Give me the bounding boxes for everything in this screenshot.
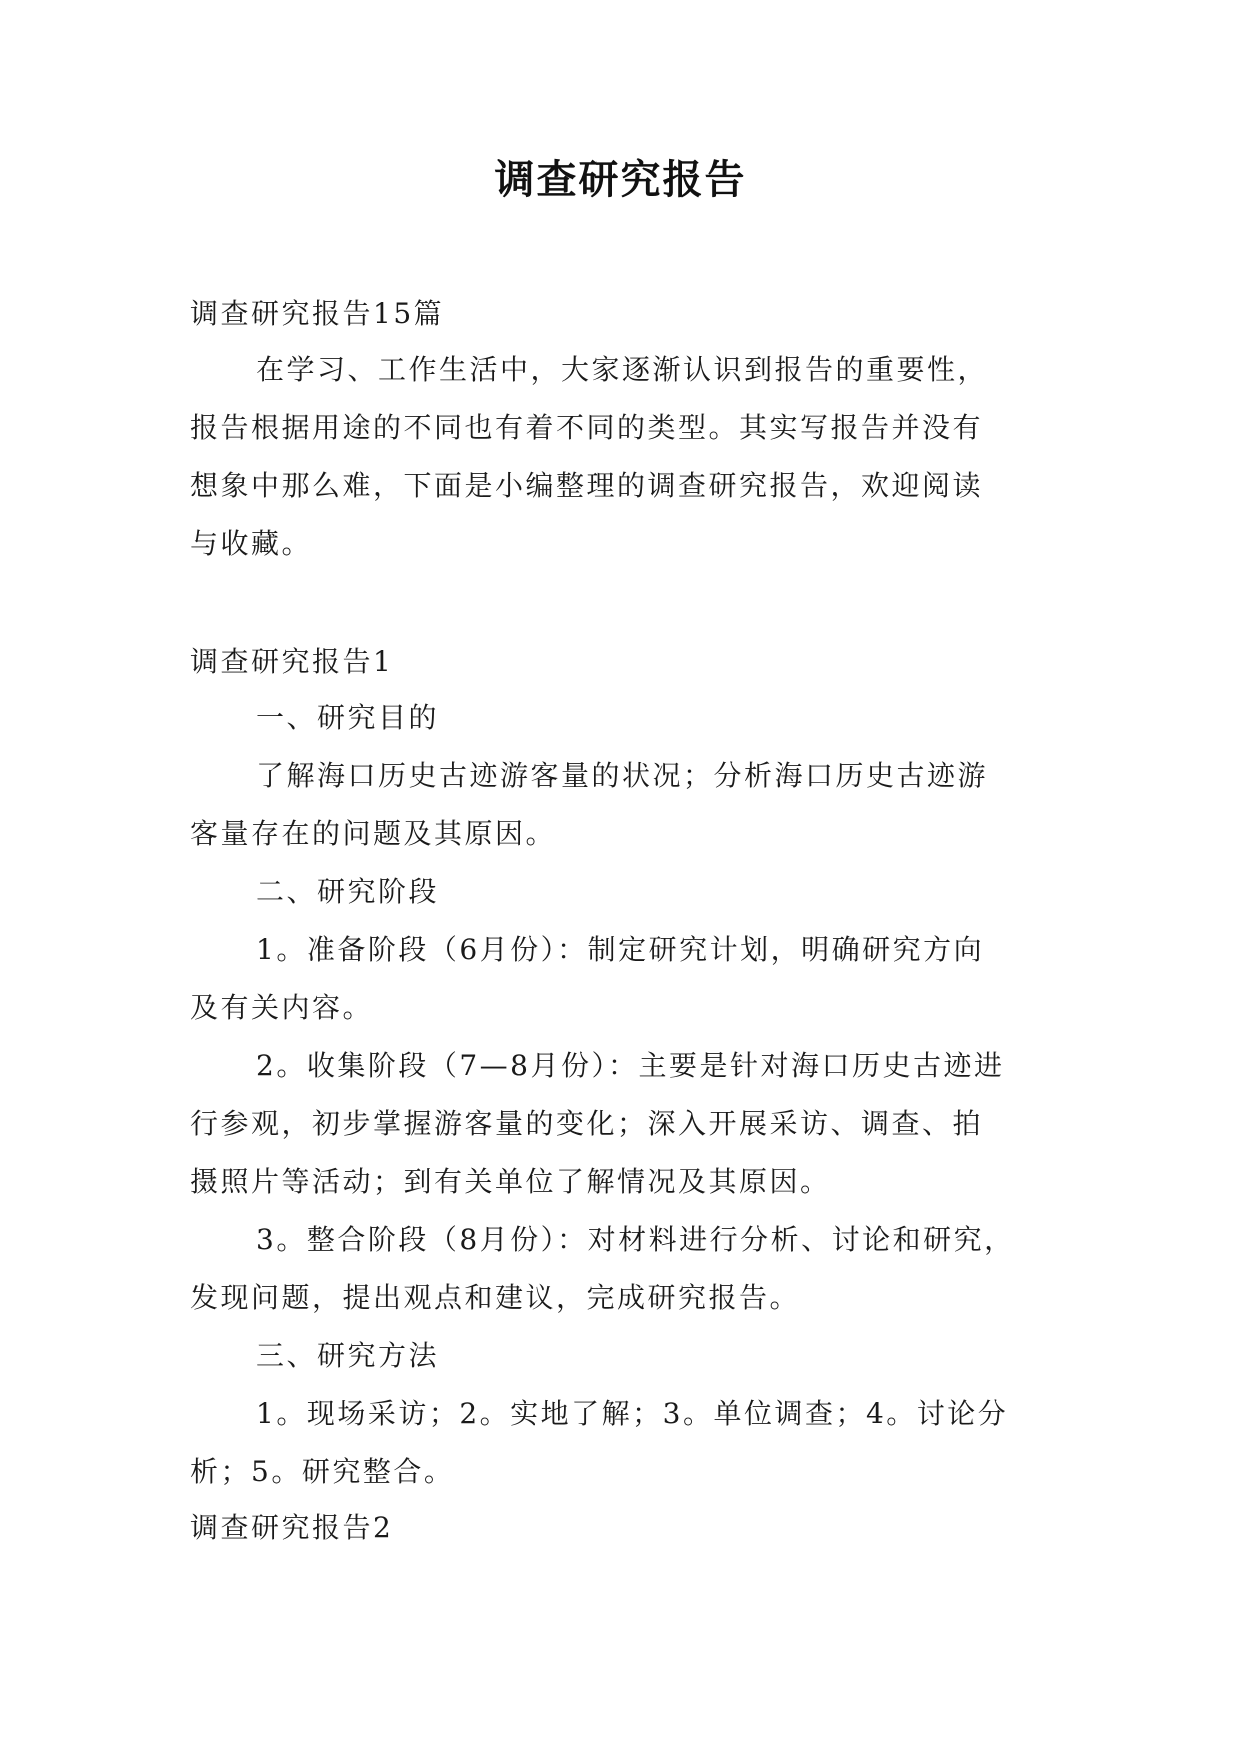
subsection-heading: 一、研究目的	[256, 701, 440, 734]
paragraph-line: 析；5。研究整合。	[190, 1455, 455, 1488]
section-heading: 调查研究报告1	[190, 645, 394, 678]
intro-paragraph-line: 想象中那么难，下面是小编整理的调查研究报告，欢迎阅读	[190, 469, 984, 502]
paragraph-line: 1。现场采访；2。实地了解；3。单位调查；4。讨论分	[256, 1397, 1009, 1430]
subsection-heading: 二、研究阶段	[256, 875, 440, 908]
intro-paragraph-line: 报告根据用途的不同也有着不同的类型。其实写报告并没有	[190, 411, 984, 444]
paragraph-line: 1。准备阶段（6月份）：制定研究计划，明确研究方向	[256, 933, 985, 966]
paragraph-line: 客量存在的问题及其原因。	[190, 817, 557, 850]
paragraph-line: 行参观，初步掌握游客量的变化；深入开展采访、调查、拍	[190, 1107, 984, 1140]
intro-paragraph-line: 与收藏。	[190, 527, 313, 560]
paragraph-line: 摄照片等活动；到有关单位了解情况及其原因。	[190, 1165, 831, 1198]
paragraph-line: 发现问题，提出观点和建议，完成研究报告。	[190, 1281, 801, 1314]
intro-paragraph-line: 在学习、工作生活中，大家逐渐认识到报告的重要性，	[256, 353, 989, 386]
paragraph-line: 了解海口历史古迹游客量的状况；分析海口历史古迹游	[256, 759, 989, 792]
paragraph-line: 2。收集阶段（7—8月份）：主要是针对海口历史古迹进	[256, 1049, 1005, 1082]
subsection-heading: 三、研究方法	[256, 1339, 440, 1372]
section-heading: 调查研究报告2	[190, 1511, 394, 1544]
page-title: 调查研究报告	[494, 156, 747, 203]
subtitle: 调查研究报告15篇	[190, 297, 445, 330]
paragraph-line: 3。整合阶段（8月份）：对材料进行分析、讨论和研究，	[256, 1223, 1015, 1256]
paragraph-line: 及有关内容。	[190, 991, 374, 1024]
